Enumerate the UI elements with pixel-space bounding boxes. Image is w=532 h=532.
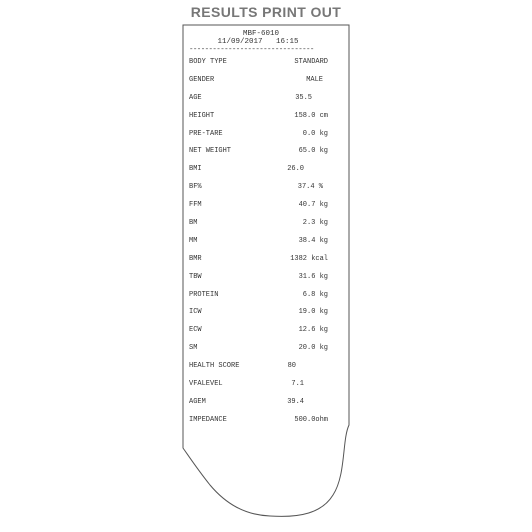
row-value: 12.6 kg	[298, 326, 328, 335]
row-value: 7.1	[291, 380, 304, 389]
row-value: 19.0 kg	[298, 308, 328, 317]
row-label: MM	[189, 236, 198, 245]
receipt-row	[183, 110, 333, 128]
receipt-row	[183, 199, 333, 217]
row-value: 158.0 cm	[294, 111, 328, 120]
row-value: 26.0	[287, 165, 304, 174]
row-value: 1382 kcal	[290, 254, 328, 263]
row-label: PROTEIN	[189, 290, 219, 299]
receipt-row	[183, 128, 333, 146]
receipt-model: MBF-6010	[242, 30, 279, 38]
row-label: SM	[189, 344, 198, 353]
receipt	[183, 30, 333, 424]
receipt-separator: --------------------------------	[189, 46, 314, 54]
page-title: RESULTS PRINT OUT	[190, 4, 342, 20]
row-label: BMR	[189, 254, 202, 263]
row-label: ECW	[189, 326, 202, 335]
row-value: 40.7 kg	[298, 201, 328, 210]
row-label: HEIGHT	[189, 111, 215, 120]
receipt-row	[183, 360, 333, 378]
row-value: 38.4 kg	[298, 236, 328, 245]
receipt-datetime: 11/09/2017 16:15	[217, 38, 299, 46]
row-label: FFM	[189, 201, 202, 210]
row-label: IMPEDANCE	[189, 415, 227, 424]
row-label: TBW	[189, 272, 202, 281]
row-value: 6.8 kg	[302, 290, 328, 299]
row-label: PRE-TARE	[189, 129, 223, 138]
receipt-row	[183, 181, 333, 199]
receipt-row	[183, 306, 333, 324]
receipt-row	[183, 342, 333, 360]
row-label: ICW	[189, 308, 202, 317]
row-value: 2.3 kg	[302, 219, 328, 228]
row-value: MALE	[306, 75, 323, 84]
receipt-row	[183, 145, 333, 163]
receipt-row	[183, 92, 333, 110]
receipt-row	[183, 414, 333, 432]
row-value: 35.5	[295, 93, 312, 102]
row-label: BMI	[189, 165, 202, 174]
row-label: BM	[189, 219, 198, 228]
receipt-row	[183, 163, 333, 181]
row-label: AGE	[189, 93, 202, 102]
row-label: HEALTH SCORE	[189, 362, 240, 371]
row-value: 39.4	[287, 397, 304, 406]
receipt-row	[183, 56, 333, 74]
receipt-row	[183, 378, 333, 396]
row-value: 80	[287, 362, 296, 371]
row-label: AGEM	[189, 397, 206, 406]
receipt-row	[183, 235, 333, 253]
row-value: STANDARD	[294, 58, 328, 66]
row-value: 20.0 kg	[298, 344, 328, 353]
row-label: NET WEIGHT	[189, 147, 232, 156]
receipt-row	[183, 396, 333, 414]
receipt-row	[183, 217, 333, 235]
receipt-rows	[183, 56, 333, 432]
receipt-row	[183, 253, 333, 271]
row-value: 500.0ohm	[294, 415, 328, 424]
receipt-row	[183, 324, 333, 342]
row-value: 31.6 kg	[298, 272, 328, 281]
row-label: GENDER	[189, 75, 215, 84]
row-label: VFALEVEL	[189, 380, 223, 389]
row-value: 0.0 kg	[302, 129, 328, 138]
row-value: 37.4 %	[297, 183, 323, 192]
receipt-row	[183, 271, 333, 289]
row-label: BODY TYPE	[189, 58, 227, 66]
receipt-row	[183, 289, 333, 307]
row-label: BF%	[189, 183, 202, 192]
receipt-row	[183, 74, 333, 92]
row-value: 65.0 kg	[298, 147, 328, 156]
